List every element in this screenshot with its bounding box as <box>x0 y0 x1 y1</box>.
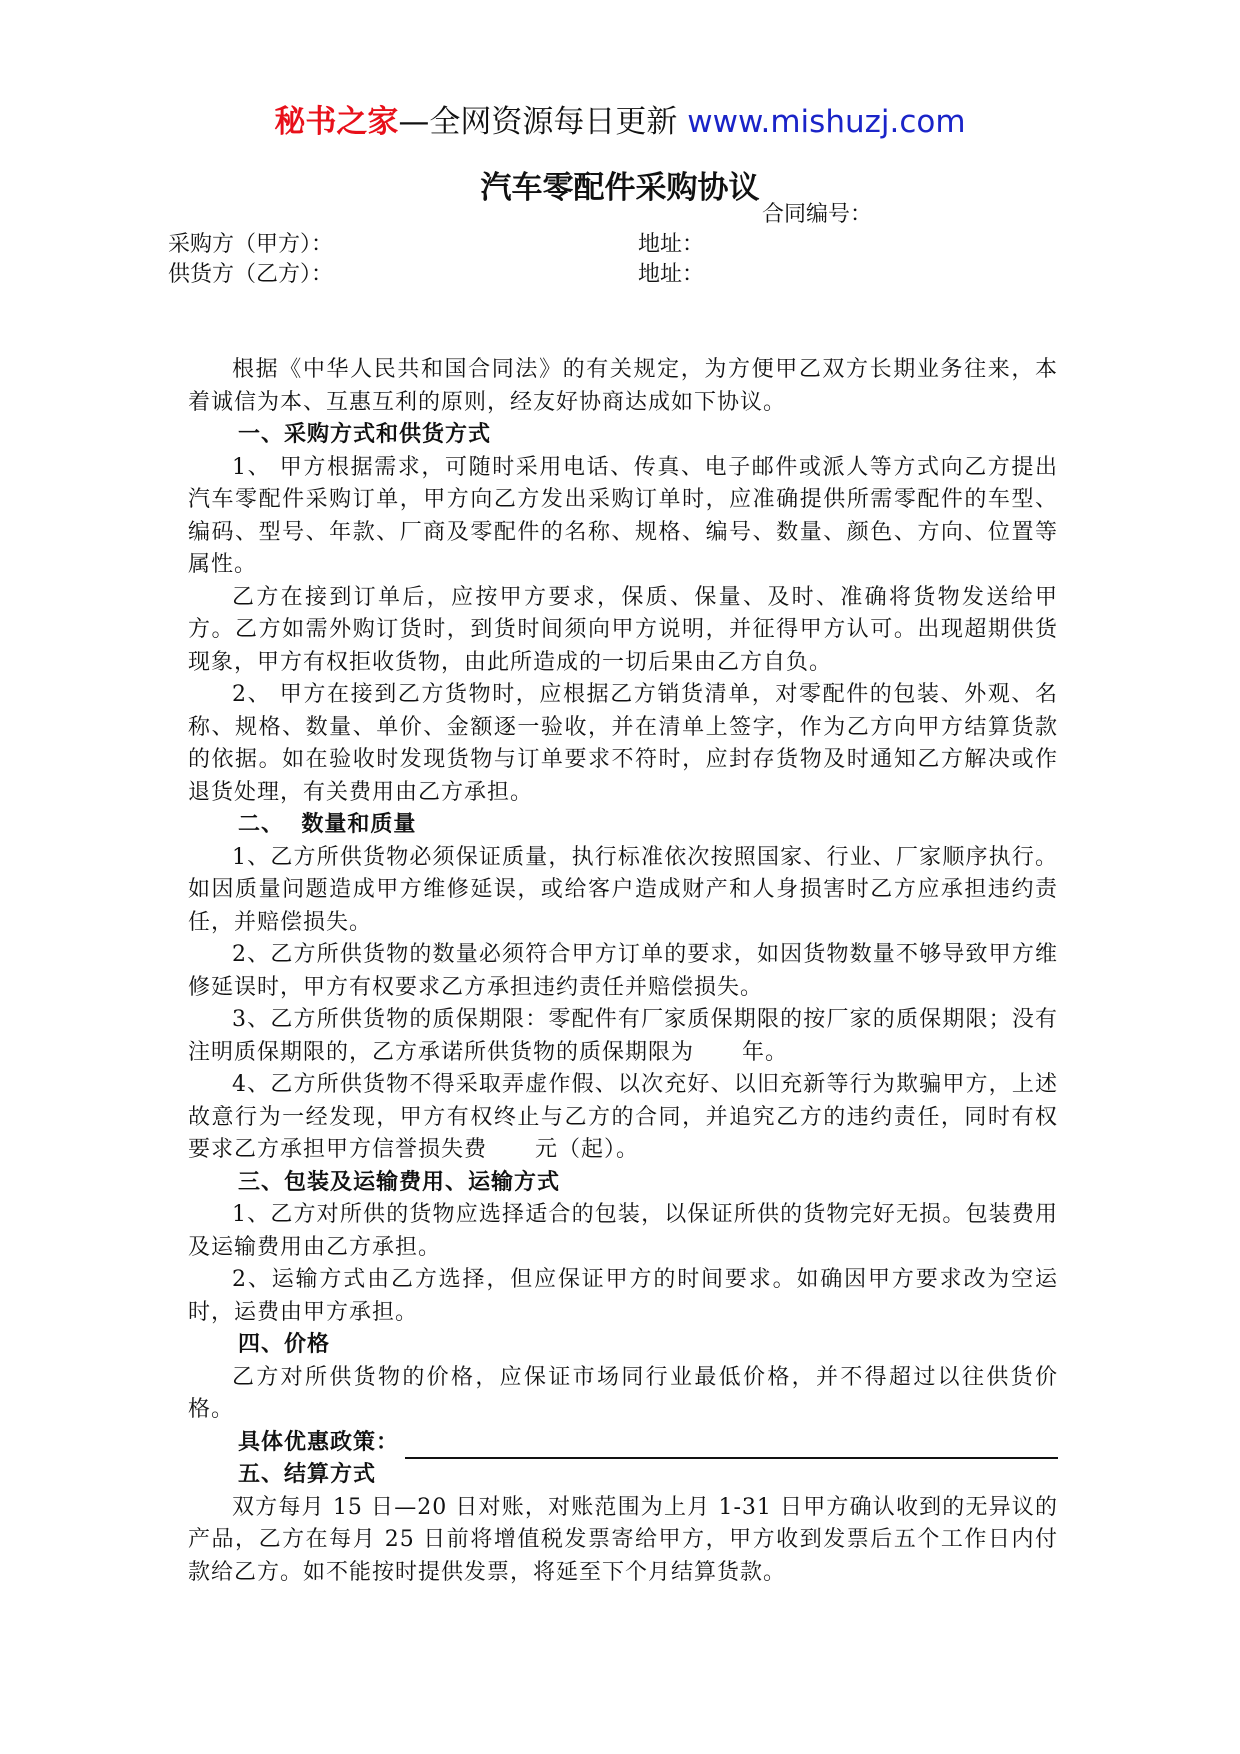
banner-url-link[interactable]: www.mishuzj.com <box>687 104 966 140</box>
discount-policy-blank-line <box>405 1431 1058 1459</box>
agreement-body <box>188 354 1058 1589</box>
section-3-heading: 三、包装及运输费用、运输方式 <box>238 1169 561 1195</box>
contract-number-label: 合同编号： <box>762 202 873 227</box>
banner-tagline: —全网资源每日更新 <box>398 104 678 140</box>
section-1-clause-1: 1、 甲方根据需求，可随时采用电话、传真、电子邮件或派人等方式向乙方提出汽车零配件采购订单，甲方向乙方发出采购订单时，应准确提供所需零配件的车型、编码、型号、年款、厂商及零配件的名称、规格、编号、数量、颜色、方向、位置等属性。 <box>188 454 1058 577</box>
supplier-address-label: 地址： <box>638 262 705 287</box>
buyer-label: 采购方（甲方）： <box>168 232 334 257</box>
site-banner <box>0 100 1240 144</box>
section-2-clause-4: 4、乙方所供货物不得采取弄虚作假、以次充好、以旧充新等行为欺骗甲方，上述故意行为一经发现，甲方有权终止与乙方的合同，并追究乙方的违约责任，同时有权要求乙方承担甲方信誉损失费 元（起）。 <box>188 1072 1058 1162</box>
section-1-clause-2: 2、 甲方在接到乙方货物时，应根据乙方销货清单，对零配件的包装、外观、名称、规格、数量、单价、金额逐一验收，并在清单上签字，作为乙方向甲方结算货款的依据。如在验收时发现货物与订单要求不符时，应封存货物及时通知乙方解决或作退货处理，有关费用由乙方承担。 <box>188 682 1058 805</box>
section-2-clause-2: 2、乙方所供货物的数量必须符合甲方订单的要求，如因货物数量不够导致甲方维修延误时，甲方有权要求乙方承担违约责任并赔偿损失。 <box>188 942 1058 1000</box>
section-4-heading: 四、价格 <box>238 1332 331 1357</box>
section-4-clause-1: 乙方对所供货物的价格，应保证市场同行业最低价格，并不得超过以往供货价格。 <box>188 1364 1058 1422</box>
section-3-clause-1: 1、乙方对所供的货物应选择适合的包装，以保证所供的货物完好无损。包装费用及运输费用由乙方承担。 <box>188 1202 1058 1260</box>
section-1-heading: 一、采购方式和供货方式 <box>238 422 492 447</box>
section-2-clause-1: 1、乙方所供货物必须保证质量，执行标准依次按照国家、行业、厂家顺序执行。如因质量问题造成甲方维修延误，或给客户造成财产和人身损害时乙方应承担违约责任，并赔偿损失。 <box>188 844 1058 935</box>
section-2-heading: 二、 数量和质量 <box>238 812 417 837</box>
discount-policy-row <box>188 1427 1058 1460</box>
section-3-clause-2: 2、运输方式由乙方选择，但应保证甲方的时间要求。如确因甲方要求改为空运时，运费由甲方承担。 <box>188 1267 1058 1325</box>
brand-name: 秘书之家 <box>274 104 399 140</box>
section-5-heading: 五、结算方式 <box>238 1462 377 1487</box>
buyer-address-label: 地址： <box>638 232 705 257</box>
intro-paragraph: 根据《中华人民共和国合同法》的有关规定，为方便甲乙双方长期业务往来，本着诚信为本、互惠互利的原则，经友好协商达成如下协议。 <box>188 357 1058 415</box>
document-title: 汽车零配件采购协议 <box>480 170 760 206</box>
section-5-clause-1: 双方每月 15 日—20 日对账，对账范围为上月 1-31 日甲方确认收到的无异议的产品，乙方在每月 25 日前将增值税发票寄给甲方，甲方收到发票后五个工作日内付款给乙方。如不能按时提供发票，将延至下个月结算货款。 <box>188 1494 1058 1585</box>
discount-policy-label: 具体优惠政策： <box>238 1429 400 1455</box>
section-2-clause-3: 3、乙方所供货物的质保期限：零配件有厂家质保期限的按厂家的质保期限；没有注明质保期限的，乙方承诺所供货物的质保期限为 年。 <box>188 1007 1058 1065</box>
section-1-clause-1b: 乙方在接到订单后，应按甲方要求，保质、保量、及时、准确将货物发送给甲方。乙方如需外购订货时，到货时间须向甲方说明，并征得甲方认可。出现超期供货现象，甲方有权拒收货物，由此所造成的一切后果由乙方自负。 <box>188 584 1058 675</box>
supplier-label: 供货方（乙方）： <box>168 262 334 287</box>
